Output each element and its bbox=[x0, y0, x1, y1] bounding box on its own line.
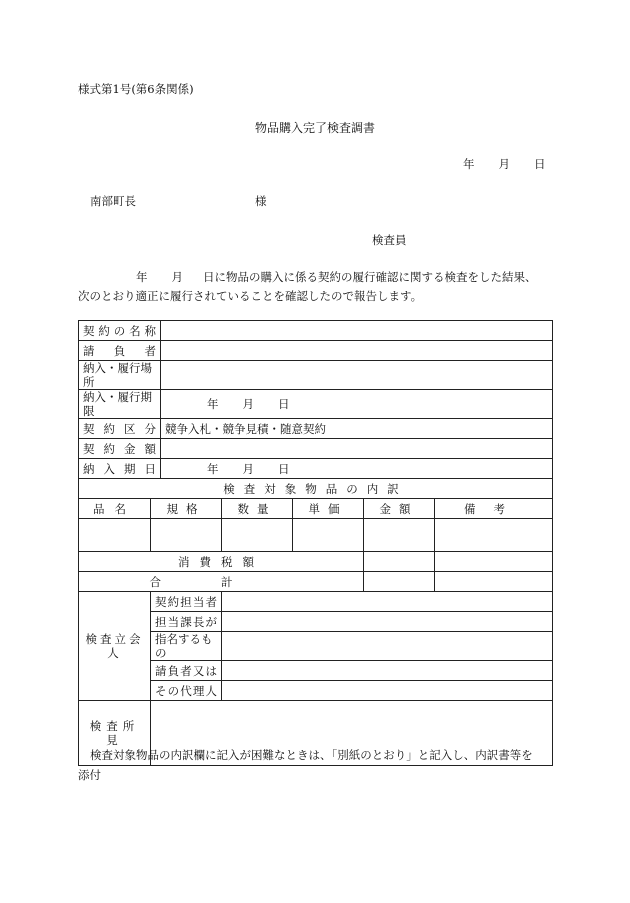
label-contractor-rep-2: そ の 代 理 人 bbox=[155, 683, 217, 698]
report-date bbox=[463, 157, 546, 171]
cell-item-name[interactable] bbox=[79, 519, 151, 552]
value-contract-type[interactable]: 競争入札・競争見積・随意契約 bbox=[161, 419, 553, 439]
date-day: 日 bbox=[534, 157, 546, 171]
col-spec: 規格 bbox=[151, 499, 222, 519]
col-amount: 金額 bbox=[364, 499, 435, 519]
row-witness-5 bbox=[79, 681, 553, 701]
label-total: 合計 bbox=[79, 572, 364, 592]
inspector-label: 検査員 bbox=[372, 233, 407, 247]
value-delivery-date[interactable]: 年 月 日 bbox=[161, 459, 553, 479]
value-contractor[interactable] bbox=[161, 341, 553, 361]
row-witness-4 bbox=[79, 661, 553, 681]
footnote-line-1: 検査対象物品の内訳欄に記入が困難なときは、「別紙のとおり」と記入し、内訳書等を bbox=[90, 748, 533, 762]
row-total bbox=[79, 572, 553, 592]
footnote bbox=[78, 745, 558, 785]
value-contractor-rep-2[interactable] bbox=[222, 681, 553, 701]
label-findings: 検査所見 bbox=[79, 701, 151, 766]
row-delivery-place bbox=[79, 361, 553, 390]
body-rest: 日に物品の購入に係る契約の履行確認に関する検査をした結果、 bbox=[203, 270, 537, 284]
row-item-entry bbox=[79, 519, 553, 552]
document-title: 物品購入完了検査調書 bbox=[254, 121, 375, 135]
addressee: 南部町長 bbox=[90, 194, 136, 208]
label-contract-type: 契 約 区 分 bbox=[83, 421, 156, 436]
body-line-2: 次のとおり適正に履行されていることを確認したので報告します。 bbox=[78, 289, 423, 303]
cell-spec[interactable] bbox=[151, 519, 222, 552]
row-contract-name bbox=[79, 321, 553, 341]
footnote-line-2: 添付 bbox=[78, 768, 101, 782]
value-contract-name[interactable] bbox=[161, 321, 553, 341]
row-contract-amount bbox=[79, 439, 553, 459]
col-item-name: 品名 bbox=[79, 499, 151, 519]
label-contractor-rep-1: 請 負 者 又 は bbox=[155, 663, 217, 678]
inspection-table bbox=[78, 320, 553, 766]
label-manager-2: 指名するもの bbox=[151, 632, 222, 661]
cell-amount[interactable] bbox=[364, 519, 435, 552]
row-witness-2 bbox=[79, 612, 553, 632]
value-delivery-deadline[interactable]: 年 月 日 bbox=[161, 390, 553, 419]
label-contract-name: 契 約 の 名 称 bbox=[83, 323, 156, 338]
row-breakdown-header bbox=[79, 479, 553, 499]
label-delivery-deadline: 納入・履行期限 bbox=[79, 390, 161, 419]
label-contract-staff: 契 約 担 当 者 bbox=[155, 594, 217, 609]
body-month: 月 bbox=[171, 270, 183, 284]
value-contract-amount[interactable] bbox=[161, 439, 553, 459]
label-manager-1: 担 当 課 長 が bbox=[155, 614, 217, 629]
honorific: 様 bbox=[255, 194, 267, 208]
cell-remarks[interactable] bbox=[435, 519, 553, 552]
remarks-total[interactable] bbox=[435, 572, 553, 592]
col-quantity: 数量 bbox=[222, 499, 293, 519]
col-remarks: 備考 bbox=[435, 499, 553, 519]
report-body bbox=[78, 268, 558, 306]
cell-quantity[interactable] bbox=[222, 519, 293, 552]
body-line-1 bbox=[78, 268, 558, 287]
row-witness-3 bbox=[79, 632, 553, 661]
label-contractor: 請 負 者 bbox=[83, 343, 156, 358]
value-manager-2[interactable] bbox=[222, 632, 553, 661]
row-tax bbox=[79, 552, 553, 572]
row-column-headers bbox=[79, 499, 553, 519]
label-contract-amount: 契 約 金 額 bbox=[83, 441, 156, 456]
value-total[interactable] bbox=[364, 572, 435, 592]
label-witness: 検査立会人 bbox=[79, 592, 151, 701]
breakdown-header: 検査対象物品の内訳 bbox=[79, 479, 553, 499]
label-delivery-date: 納 入 期 日 bbox=[83, 461, 156, 476]
label-tax: 消費税額 bbox=[79, 552, 364, 572]
row-delivery-date bbox=[79, 459, 553, 479]
value-contract-staff[interactable] bbox=[222, 592, 553, 612]
remarks-tax[interactable] bbox=[435, 552, 553, 572]
value-delivery-place[interactable] bbox=[161, 361, 553, 390]
value-contractor-rep-1[interactable] bbox=[222, 661, 553, 681]
row-contractor bbox=[79, 341, 553, 361]
row-delivery-deadline bbox=[79, 390, 553, 419]
form-number: 様式第1号(第6条関係) bbox=[78, 82, 194, 96]
cell-unit-price[interactable] bbox=[293, 519, 364, 552]
value-tax[interactable] bbox=[364, 552, 435, 572]
date-month: 月 bbox=[498, 157, 510, 171]
col-unit-price: 単価 bbox=[293, 499, 364, 519]
value-manager-1[interactable] bbox=[222, 612, 553, 632]
row-contract-type bbox=[79, 419, 553, 439]
row-witness-1 bbox=[79, 592, 553, 612]
date-year: 年 bbox=[463, 157, 475, 171]
body-year: 年 bbox=[136, 270, 148, 284]
label-delivery-place: 納入・履行場所 bbox=[79, 361, 161, 390]
